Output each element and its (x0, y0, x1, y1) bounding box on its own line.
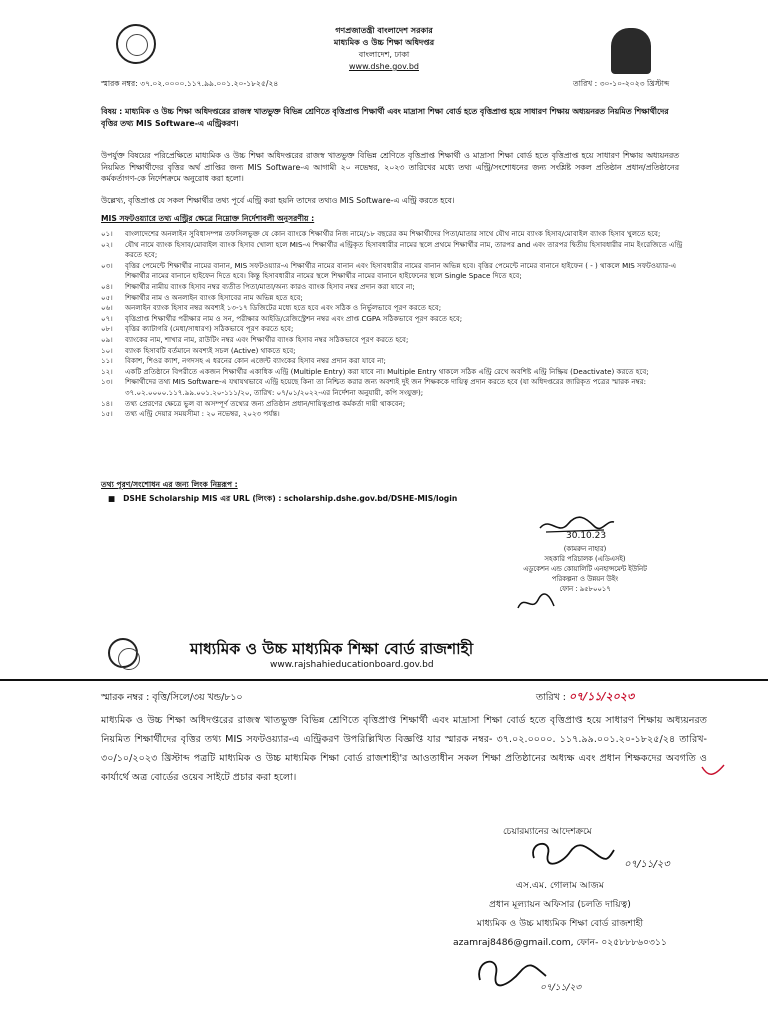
forward-body: মাধ্যমিক ও উচ্চ শিক্ষা অধিদপ্তরের রাজস্ব খাতভুক্ত বিভিন্ন শ্রেণিতে বৃত্তিপ্রাপ্ত শিক্ষার্থী এবং মাদ্রাসা শিক্ষা বোর্ড হতে বৃত্তিপ্রাপ্ত হয়ে সাধারণ শিক্ষায় অধ্যয়নরত নিয়মিত শিক্ষার্থীদের বৃত্তির তথ্য MIS সফটওয়্যার-এ এন্ট্রিকরণ উপরিল্লিখিত বিজ্ঞপ্তি যার স্মারক নম্বর- ৩৭.০২.০০০০. ১১৭.৯৯.০০১.২০-১৮২৫/২৪ তারিখ- ৩০/১০/২০২৩ খ্রিস্টাব্দ পত্রটি মাধ্যমিক ও উচ্চ মাধ্যমিক শিক্ষা বোর্ড রাজশাহী'র আওতাধীন সকল শিক্ষা প্রতিষ্ঠানের অধ্যক্ষ এবং প্রধান শিক্ষকদের অবগতি ও কার্যার্থে অত্র বোর্ডের ওয়েব সাইটে প্রচার করা হলো। (101, 715, 707, 783)
signer2-title: প্রধান মূল্যায়ন অফিসার (চলতি দায়িত্ব) (489, 899, 631, 910)
dshe-letterhead (234, 25, 534, 73)
forward-reference: স্মারক নম্বর : বৃত্তি/সিলে/৩য় খন্ড/৮১০ (101, 692, 243, 703)
signer1-phone: ফোন : ৯৫৮০০১৭ (559, 585, 611, 593)
list-item: ১২। একটি প্রতিষ্ঠানে বিপরীতে একজন শিক্ষার্থীর একাধিক এন্ট্রি (Multiple Entry) করা যাবে না। Multiple Entry থাকলে সঠিক এন্ট্রি রেখে অবশিষ্ট এন্ট্রি নিষ্ক্রিয় (Deactivate) করতে হবে; (101, 366, 649, 376)
list-item: ১৪। তথ্য প্রেরণের ক্ষেত্রে ভুল বা অসম্পূর্ণ তথ্যের জন্য প্রতিষ্ঠান প্রধান/দায়িত্বপ্রাপ্ত কর্মকর্তা দায়ী থাকবেন; (101, 398, 406, 408)
board-website[interactable]: www.rajshahieducationboard.gov.bd (270, 660, 434, 670)
order-note: চেয়ারম্যানের আদেশক্রমে (503, 827, 592, 837)
letterhead-dept: মাধ্যমিক ও উচ্চ শিক্ষা অধিদপ্তর (333, 38, 435, 47)
link-heading: তথ্য পূরণ/সংশোধন এর জন্য লিংক নিম্নরূপ : (101, 480, 238, 489)
mis-link[interactable]: DSHE Scholarship MIS এর URL (লিংক) : scholarship.dshe.gov.bd/DSHE-MIS/login (123, 494, 458, 503)
memo-date: তারিখ : ৩০-১০-২০২৩ খ্রিস্টাব্দ (573, 79, 670, 88)
list-item: ০১। বাংলাদেশের অনলাইন সুবিধাসম্পন্ন তফসিলভুক্ত যে কোন ব্যাংকে শিক্ষার্থীর নিজ নামে/১৮ বছরের কম শিক্ষার্থীদের পিতা/মাতার সাথে যৌথ নামে ব্যাংক হিসাব/মোবাইল ব্যাংক হিসাব খুলতে হবে; (101, 229, 661, 238)
signer2-contact[interactable]: azamraj8486@gmail.com, ফোন- ০২৫৮৮৮৬০৩১১ (453, 937, 667, 948)
board-name: মাধ্যমিক ও উচ্চ মাধ্যমিক শিক্ষা বোর্ড রাজশাহী (190, 640, 474, 658)
signature1-date: 30.10.23 (566, 531, 607, 541)
initial-date: ০৭/১১/২৩ (540, 983, 582, 993)
dshe-seal-icon (116, 24, 156, 64)
letterhead-location: বাংলাদেশ, ঢাকা (358, 50, 410, 59)
list-item: ০২। যৌথ নামে ব্যাংক হিসাব/মোবাইল ব্যাংক হিসাব খোলা হলে MIS-এ শিক্ষার্থীর এন্ট্রিকৃত হিসাবধারীর নামের স্থলে প্রথমে শিক্ষার্থীর নাম, তারপর and এবং তারপর দ্বিতীয় হিসাবধারীর নাম ইংরেজিতে এন্ট্রি করতে হবে; (101, 239, 683, 260)
signer2-block (452, 876, 668, 952)
list-item: ১০। ব্যাংক হিসাবটি বর্তমানে অবশ্যই সচল (Active) থাকতে হবে; (101, 345, 296, 355)
forward-date (536, 688, 634, 707)
bullet-icon: ■ (108, 494, 124, 503)
initials-scribble (514, 592, 558, 614)
mujib-portrait-logo (611, 28, 651, 74)
list-item: ০৫। শিক্ষার্থীর নাম ও অনলাইন ব্যাংক হিসাবের নাম অভিন্ন হতে হবে; (101, 292, 303, 302)
forward-date-value: ০৭/১১/২০২৩ (568, 690, 635, 703)
signer1-title: সহকারি পরিচালক (এডিএসই) (544, 555, 626, 563)
list-item: ০৭। বৃত্তিপ্রাপ্ত শিক্ষার্থীর পরীক্ষার নাম ও সন, পরীক্ষার আইডি/রেজিস্ট্রেশন নম্বর এবং প্রাপ্ত CGPA সঠিকভাবে পূরণ করতে হবে; (101, 313, 463, 323)
memo-intro: উপর্যুক্ত বিষয়ের পরিপ্রেক্ষিতে মাধ্যমিক ও উচ্চ শিক্ষা অধিদপ্তরের রাজস্ব খাতভুক্ত বিভিন্ন শ্রেণিতে বৃত্তিপ্রাপ্ত শিক্ষার্থী ও মাদ্রাসা শিক্ষা বোর্ড হতে বৃত্তিপ্রাপ্ত হয়ে সাধারণ শিক্ষায় অধ্যয়নরত নিয়মিত শিক্ষার্থীদের বৃত্তির অর্থ প্রাপ্তির জন্য MIS Software-এ আগামী ২০ নভেম্বর, ২০২৩ তারিখের মধ্যে তথ্য এন্ট্রি/সংশোধনের জন্য সংশ্লিষ্ট সকল প্রতিষ্ঠান প্রধান/প্রতিষ্ঠানের কর্মকর্তাগণ-কে নির্দেশক্রমে অনুরোধ করা হলো। (101, 151, 679, 183)
list-item: ০৩। বৃত্তির পেমেন্টে শিক্ষার্থীর নামের বানান, MIS সফটওয়্যার-এ শিক্ষার্থীর নামের বানান এবং হিসাবধারীর নামের বানান অভিন্ন হবে। বৃত্তির পেমেন্টে নামের বানানে হাইফেন ( - ) থাকলে MIS সফটওয়্যার-এ শিক্ষার্থীর নামের বানানে হাইফেন দিতে হবে। কিন্তু হিসাবধারীর নামের স্থলে শিক্ষার্থীর নামের বানানে হাইফেনের স্থলে Single Space দিতে হবে; (101, 260, 677, 281)
letterhead-website[interactable]: www.dshe.gov.bd (348, 62, 419, 71)
rajshahi-board-seal-icon (108, 638, 138, 668)
signer1-name: (কামরুন নাহার) (563, 545, 607, 553)
list-item: ০৬। অনলাইন ব্যাংক হিসাব নম্বর অবশ্যই ১৩-১৭ ডিজিটের মধ্যে হতে হবে এবং সঠিক ও নির্ভুলভাবে পূরণ করতে হবে; (101, 303, 442, 313)
rules-heading: MIS সফটওয়্যারে তথ্য এন্ট্রির ক্ষেত্রে নিম্নোক্ত নির্দেশাবলী অনুসরণীয় : (101, 214, 315, 223)
list-item: ১৫। তথ্য এন্ট্রি দেয়ার সময়সীমা : ২০ নভেম্বর, ২০২৩ পর্যন্ত। (101, 409, 280, 419)
list-item: ০৮। বৃত্তির ক্যাটাগরি (মেধা/সাধারণ) সঠিকভাবে পূরণ করতে হবে; (101, 324, 294, 334)
signer1-unit: এডুকেশন এন্ড কোয়ালিটি এনহান্সমেন্ট ইউনিট (523, 565, 647, 573)
list-item: ১১। বিকাশ, শিওর ক্যাশ, নগদসহ এ ধরনের কোন এজেন্ট ব্যাংকের হিসাব নম্বর প্রদান করা যাবে না; (101, 356, 386, 366)
letterhead-govt: গণপ্রজাতন্ত্রী বাংলাদেশ সরকার (335, 26, 433, 35)
list-item: ১৩। শিক্ষার্থীদের তথ্য MIS Software-এ যথাযথভাবে এন্ট্রি হয়েছে কিনা তা নিশ্চিত করার জন্য অবশ্যই দুই জন শিক্ষককে দায়িত্ব প্রদান করতে হবে (যা অধিদপ্তরের জারিকৃত পত্রের স্মারক নম্বর: ৩৭.০২.০০০০.১১৭.৯৯.০০১.২০-১১১/২০, তারিখ: ০৭/০১/২০২২-এর নির্দেশনা অনুযায়ী, কপি সংযুক্ত); (101, 377, 647, 397)
signature1-block (520, 544, 650, 594)
signature2-date: ০৭/১১/২৩ (624, 859, 670, 870)
memo-intro-note: উল্লেখ্য, বৃত্তিপ্রাপ্ত যে সকল শিক্ষার্থীর তথ্য পূর্বে এন্ট্রি করা হয়নি তাদের তথ্যও MIS Software-এ এন্ট্রি করতে হবে। (101, 196, 455, 205)
rules-list (101, 229, 685, 420)
signer2-name: এস.এম. গোলাম আজম (516, 880, 604, 891)
memo-reference: স্মারক নম্বর: ৩৭.০২.০০০০.১১৭.৯৯.০০১.২০-১৮২৫/২৪ (101, 79, 279, 88)
list-item: ০৯। ব্যাংকের নাম, শাখার নাম, রাউটিং নম্বর এবং শিক্ষার্থীর ব্যাংক হিসাব নম্বর সঠিকভাবে পূরণ করতে হবে; (101, 334, 409, 344)
mis-link-item[interactable] (108, 493, 457, 504)
forward-date-label: তারিখ : (536, 692, 566, 703)
signature-golam-azam (526, 836, 616, 876)
signer1-section: পরিকল্পনা ও উন্নয়ন উইং (551, 575, 619, 583)
signer2-office: মাধ্যমিক ও উচ্চ মাধ্যমিক শিক্ষা বোর্ড রাজশাহী (476, 918, 644, 929)
list-item: ০৪। শিক্ষার্থীর নামীয় ব্যাংক হিসাব নম্বর ব্যতীত পিতা/মাতা/অন্য কারও ব্যাংক হিসাব নম্বর প্রদান করা যাবে না; (101, 281, 415, 291)
red-check-mark (700, 763, 728, 777)
memo-subject: বিষয় : মাধ্যমিক ও উচ্চ শিক্ষা অধিদপ্তরের রাজস্ব খাতভুক্ত বিভিন্ন শ্রেণিতে বৃত্তিপ্রাপ্ত শিক্ষার্থী এবং মাদ্রাসা শিক্ষা বোর্ড হতে বৃত্তিপ্রাপ্ত হয়ে সাধারণ শিক্ষায় অধ্যয়নরত নিয়মিত শিক্ষার্থীদের বৃত্তির তথ্য MIS Software-এ এন্ট্রিকরণ। (101, 107, 669, 128)
header-rule (0, 679, 768, 681)
